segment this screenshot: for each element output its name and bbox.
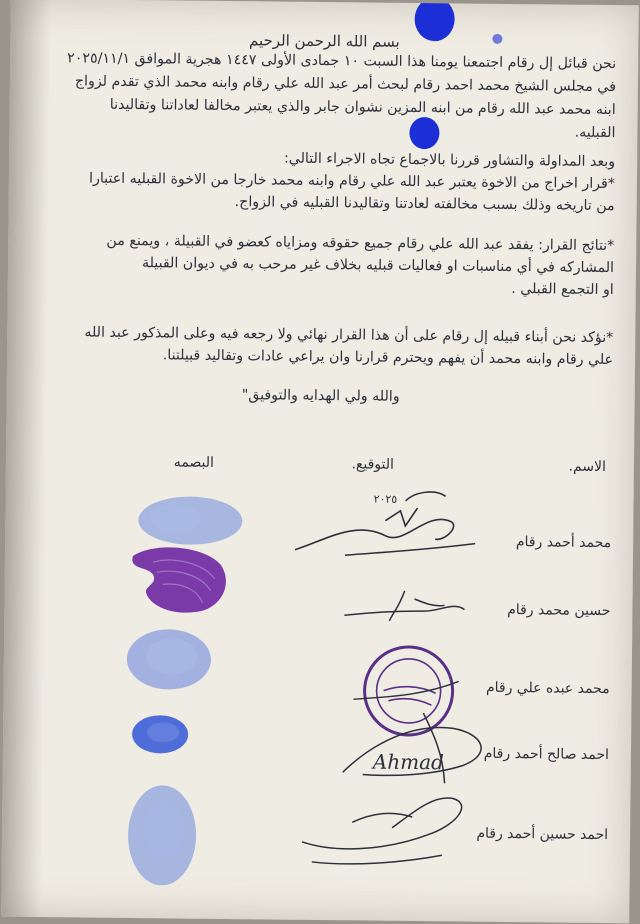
fingerprint (124, 626, 215, 693)
header-fingerprint: البصمه (173, 454, 215, 471)
intro-paragraph (31, 47, 616, 145)
document-page (1, 0, 639, 923)
handwritten-signature (285, 480, 486, 572)
results-line: المشاركه في أي مناسبات او فعاليات قبليه بخلاف غير مرحب به في ديوان القبيلة (141, 255, 615, 277)
signature-table-header (6, 453, 634, 484)
decision-line: *قرار اخراج من الاخوة يعتبر عبد الله علي رقام وابنه محمد خارجا من الاخوة القبليه اعتبارا (89, 170, 615, 193)
intro-line: نحن قبائل إل رقام اجتمعنا يومنا هذا السبت ١٠ جمادى الأولى ١٤٤٧ هجرية الموافق ٢٠٢٥/١١/١ (67, 50, 617, 73)
results-line: *نتائج القرار: يفقد عبد الله علي رقام جميع حقوقه ومزاياه كعضو في القبيلة ، ويمنع من (106, 232, 615, 255)
signatory-name: احمد صالح أحمد رقام (483, 745, 610, 764)
signatory-name: احمد حسين أحمد رقام (476, 825, 609, 844)
signatory-name: محمد عبده علي رقام (485, 679, 610, 698)
intro-line: القبليه. (574, 124, 616, 142)
signature-date: ٢٠٢٥ (373, 492, 398, 506)
fingerprint (129, 712, 191, 757)
confirm-paragraph (29, 321, 613, 371)
results-paragraph (30, 229, 615, 301)
confirm-line: علي رقام وابنه محمد أن يفهم ويحترم قرارنا وان يراعي عادات وتقاليد قبيلتنا. (162, 347, 614, 369)
signature-latin-text: Ahmad (372, 749, 444, 775)
intro-line: ابنه محمد عبد الله رقام من ابنه المزين نشوان جابر والذي يعتبر مخالفا لعاداتنا وتقاليدنا (109, 96, 616, 119)
signatory-name: محمد أحمد رقام (515, 534, 612, 552)
handwritten-signature (334, 580, 475, 631)
fingerprint (122, 542, 233, 615)
results-line: او التجمع القبلي . (511, 280, 614, 299)
basmala-heading: بسم الله الرحمن الرحيم (248, 31, 400, 51)
fingerprint (121, 780, 202, 891)
decision-line: من تاريخه وذلك بسبب مخالفته لعادتنا وتقاليدنا القبليه في الزواج. (234, 194, 615, 215)
decision-paragraph (31, 145, 616, 217)
closing-line: والله ولي الهدايه والتوفيق" (241, 387, 400, 405)
intro-line: في مجلس الشيخ محمد احمد رقام لبحث أمر عبد الله علي رقام وابنه محمد الذي تقدم لزواج (74, 73, 617, 96)
handwritten-signature (292, 782, 483, 874)
signatory-name: حسين محمد رقام (507, 601, 611, 620)
handwritten-signature (333, 702, 504, 794)
confirm-line: *نؤكد نحن أبناء قبيله إل رقام على أن هذا القرار نهائي ولا رجعه فيه وعلى المذكور عبد الله (84, 324, 614, 347)
header-signature: التوقيع. (351, 456, 395, 473)
header-name: الاسم. (568, 458, 607, 475)
decision-line: وبعد المداولة والتشاور قررنا بالاجماع تجاه الاجراء التالي: (283, 150, 616, 171)
